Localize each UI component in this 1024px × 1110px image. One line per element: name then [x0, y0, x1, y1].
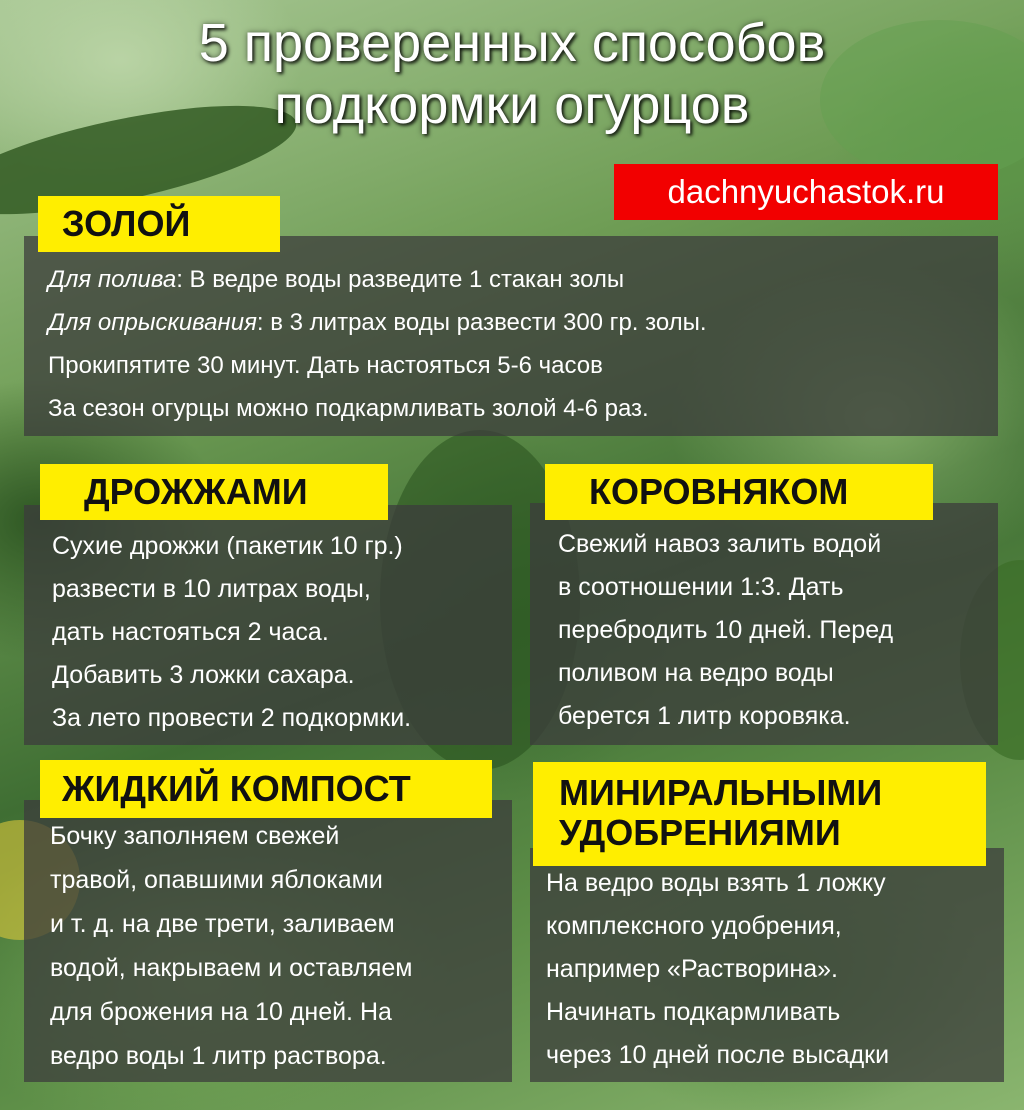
- mineral-line: комплексного удобрения,: [546, 912, 842, 940]
- ash-line-emphasis: Для полива: [48, 266, 177, 293]
- ash-line: [48, 258, 998, 301]
- mineral-label: [533, 762, 986, 866]
- yeast-line: дать настояться 2 часа.: [52, 618, 329, 646]
- compost-line: и т. д. на две трети, заливаем: [50, 910, 395, 938]
- ash-line-emphasis: Для опрыскивания: [48, 309, 257, 336]
- ash-label: ЗОЛОЙ: [38, 196, 280, 252]
- mineral-line: например «Растворина».: [546, 955, 838, 983]
- ash-line: Прокипятите 30 минут. Дать настояться 5-6 часов: [48, 352, 603, 379]
- page-title: [0, 12, 1024, 136]
- mineral-panel: [530, 848, 1004, 1082]
- mineral-line: На ведро воды взять 1 ложку: [546, 869, 886, 897]
- compost-line: Бочку заполняем свежей: [50, 822, 340, 850]
- yeast-line: развести в 10 литрах воды,: [52, 575, 371, 603]
- yeast-line: Сухие дрожжи (пакетик 10 гр.): [52, 532, 403, 560]
- compost-line: травой, опавшими яблоками: [50, 866, 383, 894]
- manure-line: Свежий навоз залить водой: [558, 530, 882, 558]
- ash-line-text: : В ведре воды разведите 1 стакан золы: [176, 266, 625, 293]
- yeast-panel: [24, 505, 512, 745]
- manure-line: поливом на ведро воды: [558, 659, 834, 687]
- ash-line-text: : в 3 литрах воды развести 300 гр. золы.: [256, 309, 707, 336]
- ash-line: За сезон огурцы можно подкармливать золой 4-6 раз.: [48, 395, 649, 422]
- manure-line: берется 1 литр коровяка.: [558, 702, 851, 730]
- mineral-label-line-1: МИНИРАЛЬНЫМИ: [559, 772, 883, 813]
- mineral-line: через 10 дней после высадки: [546, 1041, 890, 1069]
- ash-line: [48, 301, 998, 344]
- site-badge: dachnyuchastok.ru: [614, 164, 998, 220]
- manure-label: КОРОВНЯКОМ: [545, 464, 933, 520]
- manure-panel: [530, 503, 998, 745]
- title-line-1: 5 проверенных способов: [198, 13, 826, 73]
- compost-line: ведро воды 1 литр раствора.: [50, 1042, 387, 1070]
- compost-panel: [24, 800, 512, 1082]
- mineral-label-line-2: УДОБРЕНИЯМИ: [559, 812, 841, 853]
- mineral-line: Начинать подкармливать: [546, 998, 841, 1026]
- compost-line: для брожения на 10 дней. На: [50, 998, 392, 1026]
- compost-label: ЖИДКИЙ КОМПОСТ: [40, 760, 492, 818]
- ash-panel: [24, 236, 998, 436]
- manure-line: перебродить 10 дней. Перед: [558, 616, 894, 644]
- compost-line: водой, накрываем и оставляем: [50, 954, 413, 982]
- yeast-line: Добавить 3 ложки сахара.: [52, 661, 355, 689]
- manure-line: в соотношении 1:3. Дать: [558, 573, 844, 601]
- yeast-label: ДРОЖЖАМИ: [40, 464, 388, 520]
- yeast-line: За лето провести 2 подкормки.: [52, 704, 412, 732]
- title-line-2: подкормки огурцов: [274, 75, 750, 135]
